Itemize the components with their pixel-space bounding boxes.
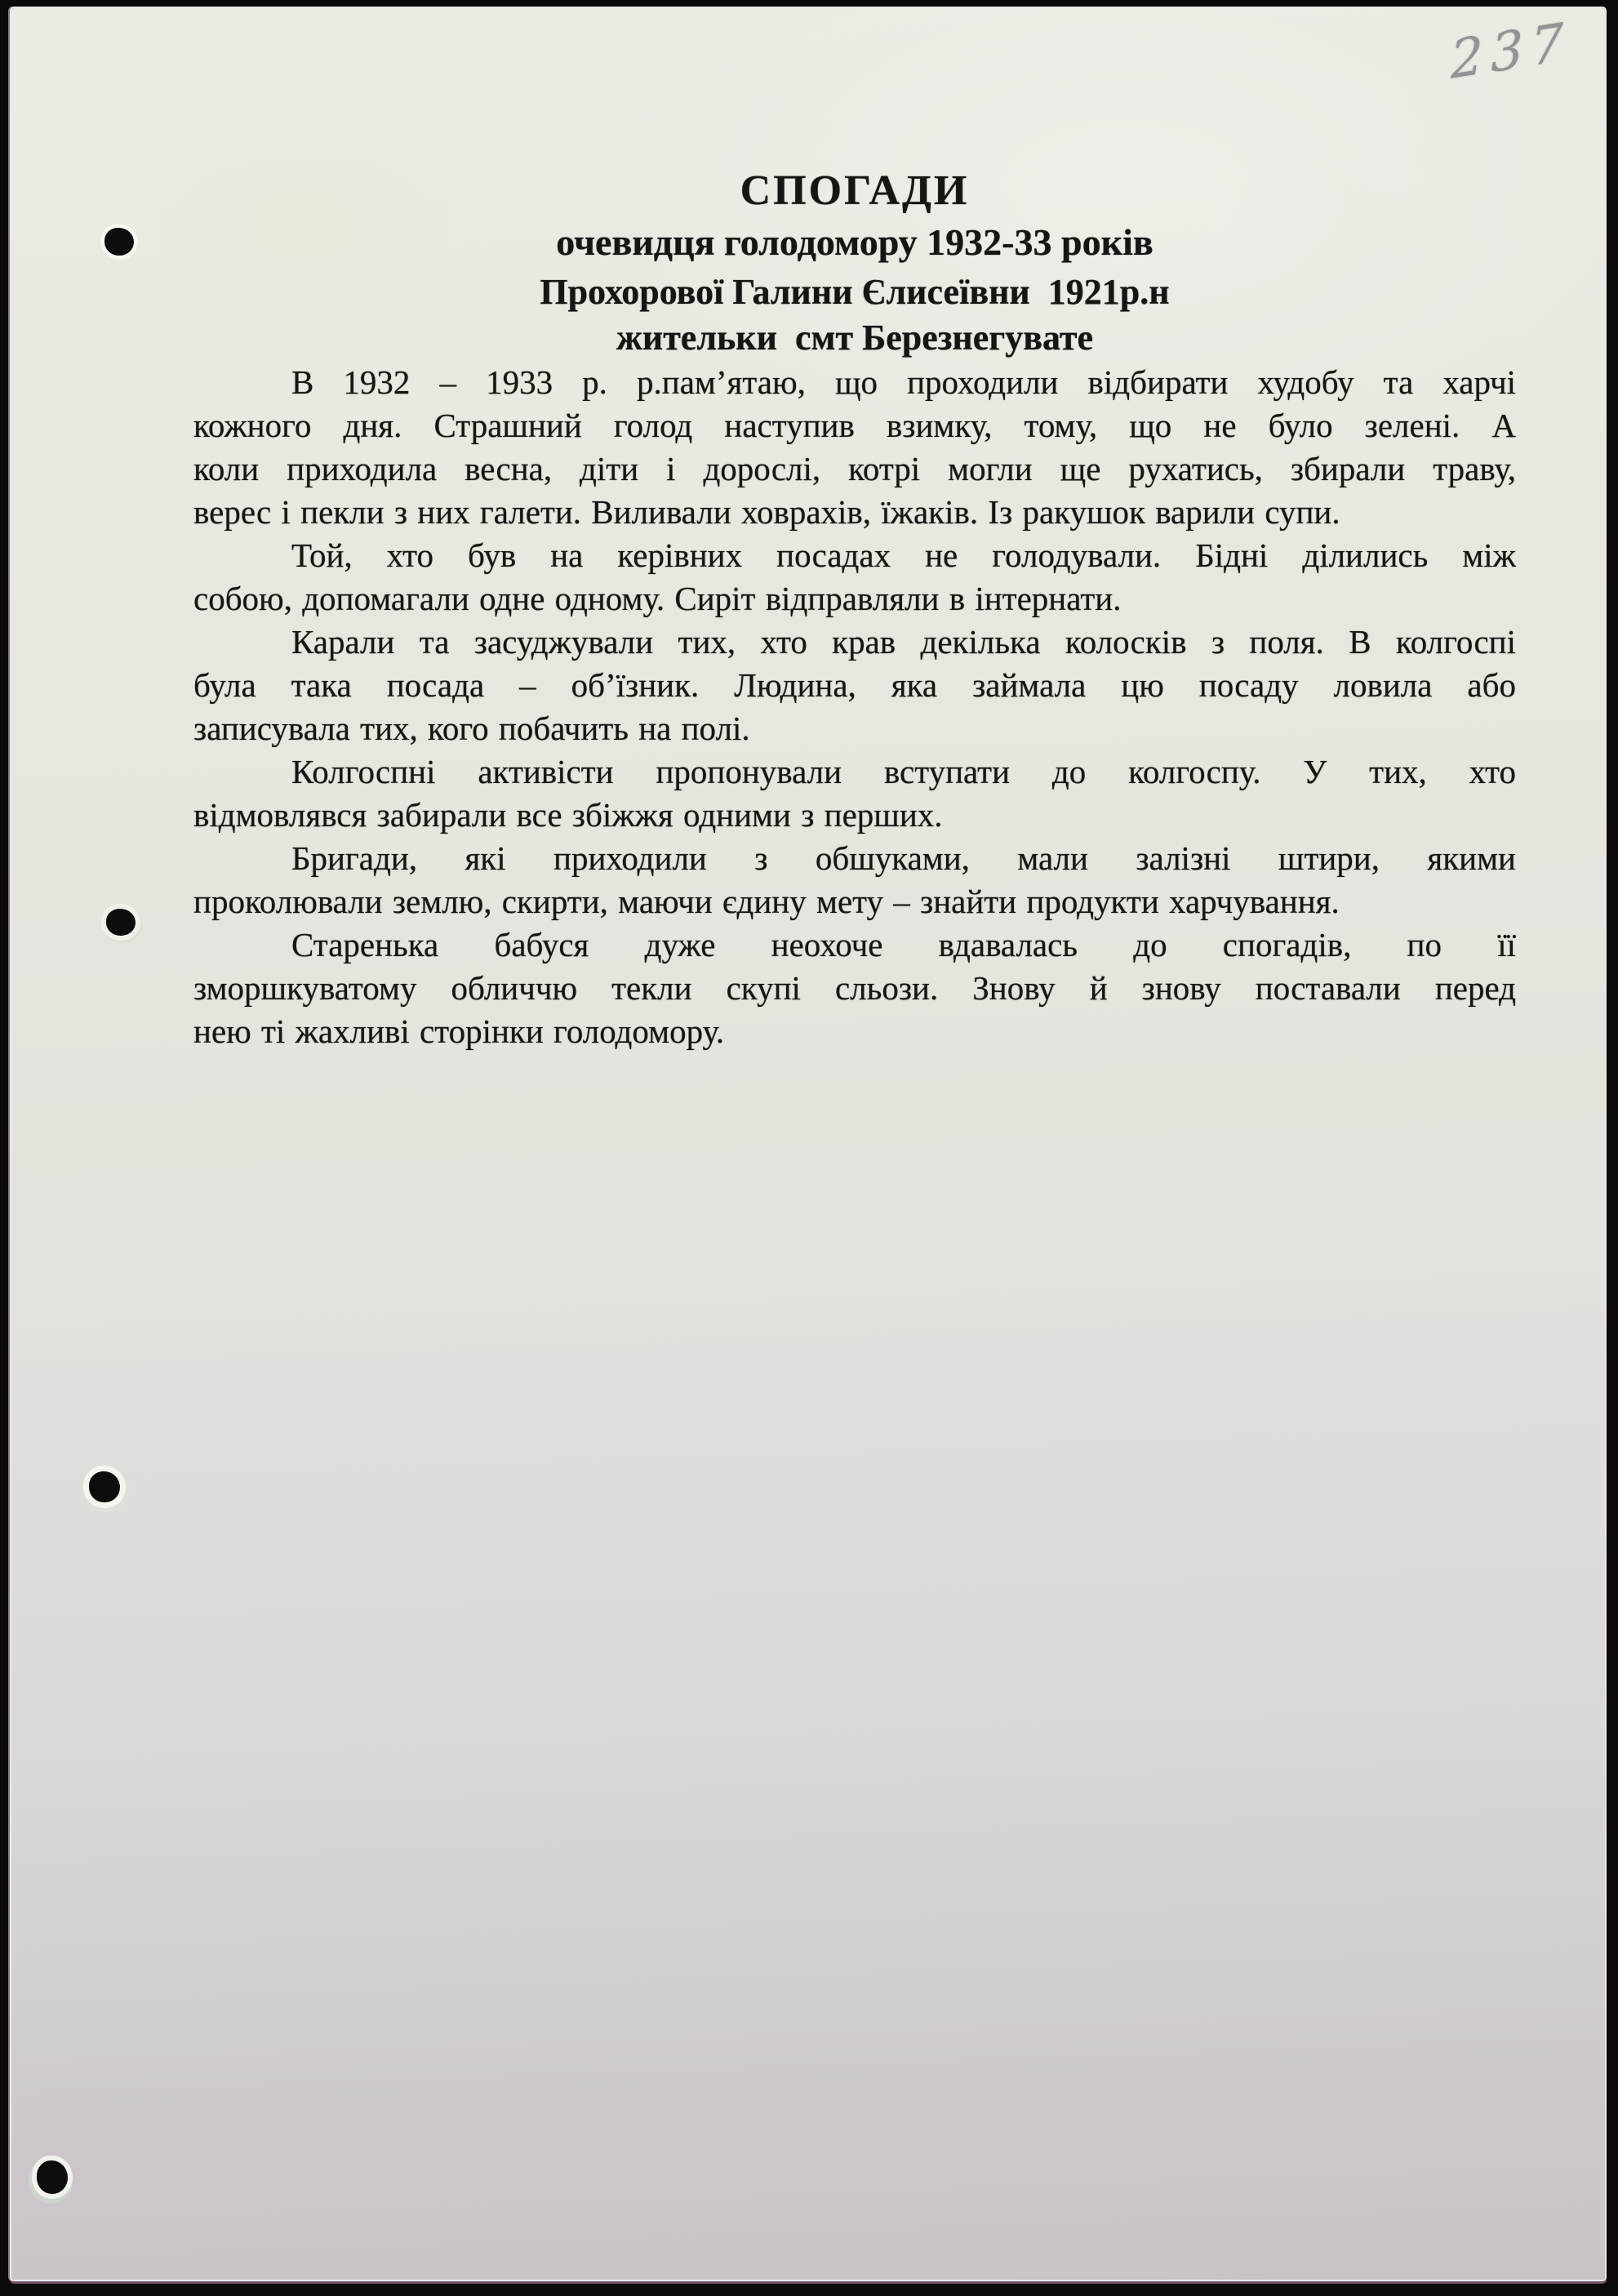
text-line: Бригади, які приходили з обшуками, мали залізні штири, якими: [291, 839, 1516, 877]
document-subtitle-line3: жительки смт Березнегувате: [616, 318, 1094, 358]
punch-hole-lower: [89, 1471, 120, 1502]
text-line: записувала тих, кого побачить на полі.: [193, 710, 750, 747]
document-body: [193, 361, 1516, 1053]
text-line: коли приходила весна, діти і дорослі, котрі могли ще рухатись, збирали траву,: [193, 450, 1516, 487]
text-line: проколювали землю, скирти, маючи єдину мету – знайти продукти харчування.: [193, 883, 1340, 920]
document-content: [193, 8, 1516, 1053]
text-line: собою, допомагали одне одному. Сиріт відправляли в інтернати.: [193, 580, 1122, 617]
paragraph: [193, 534, 1516, 621]
text-line: зморшкуватому обличчю текли скупі сльози. Знову й знову поставали перед: [193, 969, 1516, 1007]
paragraph: [193, 750, 1516, 837]
punch-hole-top: [104, 228, 134, 256]
paragraph: [193, 837, 1516, 923]
text-line: В 1932 – 1933 р. р.пам’ятаю, що проходили відбирати худобу та харчі: [291, 363, 1516, 401]
paragraph: [193, 621, 1516, 750]
document-page: [11, 8, 1605, 2280]
handwritten-page-number: 237: [1450, 11, 1571, 92]
text-line: Колгоспні активісти пропонували вступати до колгоспу. У тих, хто: [291, 753, 1516, 790]
paragraph: [193, 361, 1516, 534]
text-line: Старенька бабуся дуже неохоче вдавалась до спогадів, по її: [291, 926, 1516, 963]
text-line: кожного дня. Страшний голод наступив взимку, тому, що не було зелені. А: [193, 407, 1516, 444]
text-line: була така посада – об’їзник. Людина, яка займала цю посаду ловила або: [193, 666, 1516, 704]
document-subtitle-line1: очевидця голодомору 1932-33 років: [556, 221, 1153, 263]
punch-hole-bottom: [37, 2160, 68, 2194]
punch-hole-middle: [106, 909, 136, 936]
text-line: відмовлявся забирали все збіжжя одними з перших.: [193, 796, 943, 834]
text-line: нею ті жахливі сторінки голодомору.: [193, 1012, 725, 1050]
text-line: Той, хто був на керівних посадах не голодували. Бідні ділились між: [291, 536, 1516, 574]
document-subtitle-line2: Прохорової Галини Єлисеївни 1921р.н: [540, 272, 1170, 312]
text-line: Карали та засуджували тих, хто крав декілька колосків з поля. В колгоспі: [291, 623, 1516, 661]
paragraph: [193, 923, 1516, 1053]
document-title: СПОГАДИ: [740, 167, 970, 214]
text-line: верес і пекли з них галети. Виливали ховрахів, їжаків. Із ракушок варили супи.: [193, 493, 1340, 531]
